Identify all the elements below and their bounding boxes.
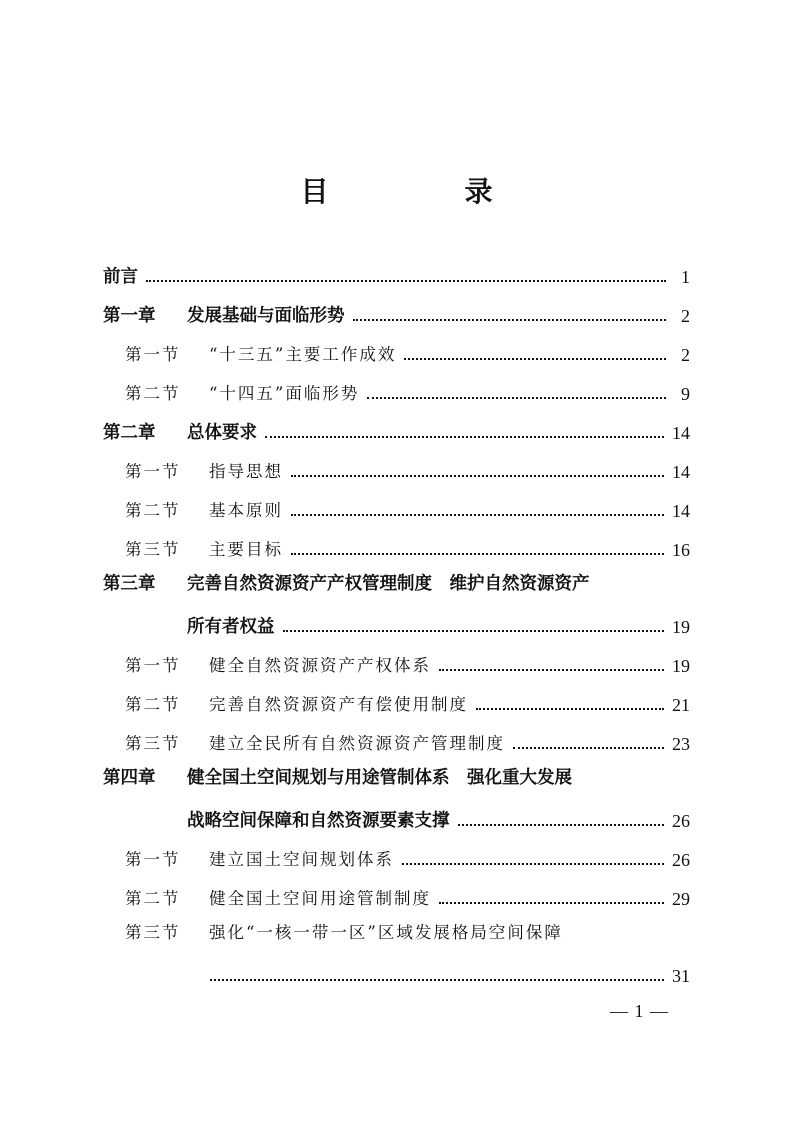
toc-entry-title-line1: 健全国土空间规划与用途管制体系 强化重大发展 [187, 768, 572, 788]
dot-leader [291, 514, 664, 516]
toc-entry-section[interactable] [125, 684, 690, 716]
toc-entry-chapter-4[interactable] [187, 800, 690, 832]
toc-entry-label: 第一节 [125, 656, 181, 675]
dot-leader [146, 280, 666, 282]
toc-entry-section[interactable] [125, 723, 690, 755]
toc-entry-label: 第一章 [103, 306, 156, 326]
dot-leader [353, 319, 667, 321]
toc-entry-section[interactable] [125, 334, 690, 366]
toc-entry-title: 基本原则 [209, 501, 283, 520]
toc-entry-label: 第二节 [125, 501, 181, 520]
toc-entry-page: 19 [672, 617, 690, 637]
dot-leader [283, 630, 665, 632]
toc-entry-page: 29 [672, 889, 690, 909]
toc-entry-title: “十四五”面临形势 [209, 384, 360, 403]
toc-entry-title: 总体要求 [187, 423, 257, 443]
toc-entry-title: 发展基础与面临形势 [187, 306, 345, 326]
toc-entry-page: 31 [672, 966, 690, 986]
toc-entry-title: 健全自然资源资产产权体系 [209, 656, 431, 675]
toc-entry-title-line1: 强化“一核一带一区”区域发展格局空间保障 [209, 923, 563, 942]
toc-entry-title: 战略空间保障和自然资源要素支撑 [187, 811, 450, 831]
toc-entry-section[interactable] [125, 645, 690, 677]
dot-leader [291, 553, 664, 555]
toc-entry-preface[interactable] [103, 256, 690, 288]
toc-entry-page: 21 [672, 695, 690, 715]
toc-entry-title: 所有者权益 [187, 617, 275, 637]
toc-entry-page: 2 [681, 306, 690, 326]
toc-entry-title: 前言 [103, 267, 138, 287]
toc-entry-label: 第三节 [125, 923, 181, 942]
toc-entry-title: 健全国土空间用途管制制度 [209, 889, 431, 908]
toc-entry-label: 第三节 [125, 540, 181, 559]
toc-entry-page: 23 [672, 734, 690, 754]
toc-entry-section[interactable] [125, 373, 690, 405]
dot-leader [291, 475, 664, 477]
toc-entry-label: 第一节 [125, 850, 181, 869]
toc-entry-chapter-4-line1[interactable] [103, 767, 572, 789]
dot-leader [513, 747, 664, 749]
toc-entry-title: 指导思想 [209, 462, 283, 481]
toc-entry-section[interactable] [125, 451, 690, 483]
toc-entry-label: 第三章 [103, 574, 156, 594]
dot-leader [439, 669, 664, 671]
page-title: 目 录 [300, 175, 547, 208]
dot-leader [439, 902, 664, 904]
toc-entry-title-line1: 完善自然资源资产产权管理制度 维护自然资源资产 [187, 574, 590, 594]
dot-leader [404, 358, 666, 360]
toc-entry-label: 第一节 [125, 462, 181, 481]
dot-leader [458, 824, 665, 826]
toc-entry-title: 建立全民所有自然资源资产管理制度 [209, 734, 505, 753]
dot-leader [367, 397, 666, 399]
toc-entry-title: 主要目标 [209, 540, 283, 559]
toc-entry-section-line1[interactable] [125, 922, 563, 944]
dot-leader [402, 863, 664, 865]
toc-entry-chapter-2[interactable] [103, 412, 690, 444]
toc-entry-label: 第二章 [103, 423, 156, 443]
toc-entry-page: 14 [672, 501, 690, 521]
toc-entry-page: 26 [672, 850, 690, 870]
toc-entry-title: 完善自然资源资产有偿使用制度 [209, 695, 468, 714]
toc-entry-label: 第一节 [125, 345, 181, 364]
page-number: — 1 — [610, 1001, 669, 1021]
toc-entry-page: 1 [681, 267, 690, 287]
toc-entry-title: 建立国土空间规划体系 [209, 850, 394, 869]
toc-entry-label: 第三节 [125, 734, 181, 753]
toc-entry-chapter-3[interactable] [187, 606, 690, 638]
dot-leader [265, 436, 664, 438]
toc-entry-label: 第二节 [125, 695, 181, 714]
toc-entry-section[interactable] [125, 839, 690, 871]
toc-entry-chapter-3-line1[interactable] [103, 573, 590, 595]
toc-entry-title: “十三五”主要工作成效 [209, 345, 397, 364]
toc-entry-label: 第二节 [125, 384, 181, 403]
dot-leader [476, 708, 664, 710]
toc-entry-page: 9 [681, 384, 690, 404]
toc-entry-page: 14 [672, 423, 690, 443]
toc-entry-page: 19 [672, 656, 690, 676]
toc-entry-label: 第四章 [103, 768, 156, 788]
toc-entry-section[interactable] [125, 490, 690, 522]
toc-entry-label: 第二节 [125, 889, 181, 908]
toc-entry-page: 16 [672, 540, 690, 560]
toc-entry-page: 14 [672, 462, 690, 482]
toc-entry-page: 26 [672, 811, 690, 831]
toc-entry-page: 2 [681, 345, 690, 365]
toc-entry-section[interactable] [210, 955, 690, 987]
toc-entry-section[interactable] [125, 878, 690, 910]
toc-entry-section[interactable] [125, 529, 690, 561]
dot-leader [210, 979, 664, 981]
toc-entry-chapter-1[interactable] [103, 295, 690, 327]
